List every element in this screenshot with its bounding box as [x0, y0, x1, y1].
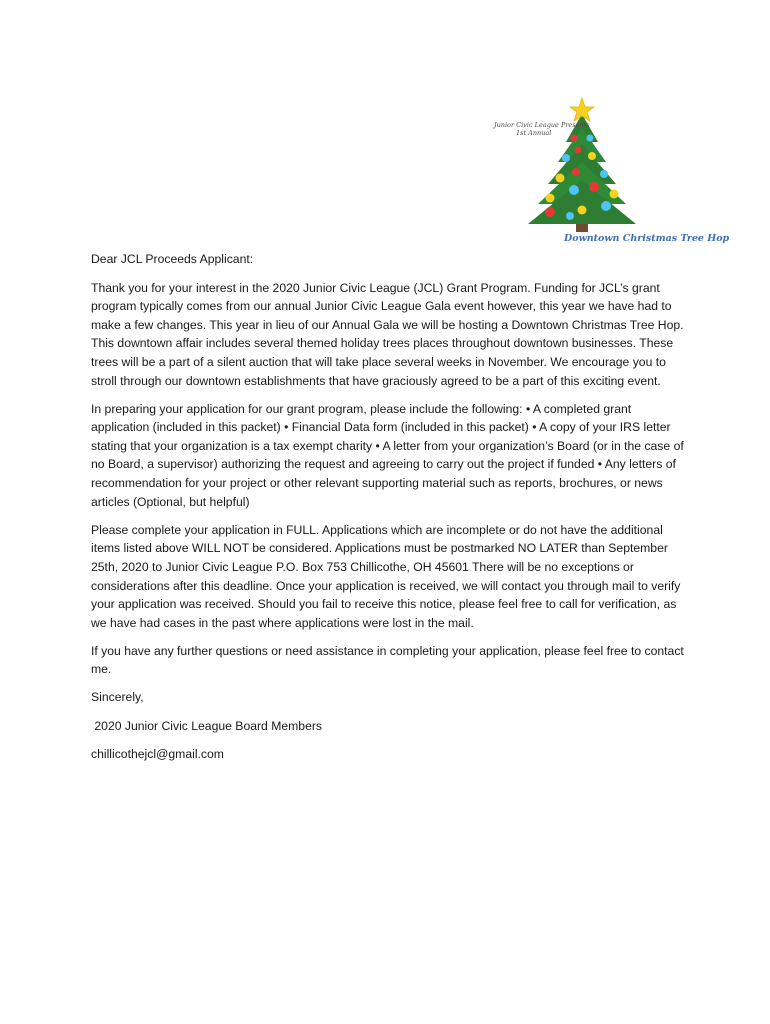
salutation: Dear JCL Proceeds Applicant:	[91, 252, 254, 266]
signature: 2020 Junior Civic League Board Members	[91, 718, 323, 733]
letter-body	[91, 250, 687, 773]
logo-caption: Downtown Christmas Tree Hop	[564, 233, 730, 244]
paragraph-intro: Thank you for your interest in the 2020 Junior Civic League (JCL) Grant Program. Funding for JCL’s grant program typically comes from our annual Junior Civic League Gala event however, this year we have had to make a few changes. This year in lieu of our Annual Gala we will be hosting a Downtown Christmas Tree Hop. This downtown affair includes several themed holiday trees places throughout downtown businesses. These trees will be a part of a silent auction that will take place several weeks in November. We encourage you to stroll through our downtown establishments that have graciously agreed to be a part of this exciting event.	[91, 280, 684, 388]
paragraph-contact: If you have any further questions or need assistance in completing your application, please feel free to contact me.	[91, 643, 684, 677]
paragraph-requirements: In preparing your application for our grant program, please include the following: • A completed grant application (included in this packet) • Financial Data form (included in this packet) • A copy of your IRS letter stating that your organization is a tax exempt charity • A letter from your organization’s Board (or in the case of no Board, a supervisor) authorizing the request and agreeing to carry out the project if funded • Any letters of recommendation for your project or other relevant supporting material such as reports, brochures, or news articles (Optional, but helpful)	[91, 401, 684, 509]
paragraph-deadline: Please complete your application in FULL. Applications which are incomplete or do not have the additional items listed above WILL NOT be considered. Applications must be postmarked NO LATER than September 25th, 2020 to Junior Civic League P.O. Box 753 Chillicothe, OH 45601 There will be no exceptions or considerations after this deadline. Once your application is received, we will contact you through mail to verify your application was received. Should you fail to receive this notice, please feel free to call for verification, as we have had cases in the past where applications were lost in the mail.	[91, 522, 681, 630]
tree-hop-logo	[486, 92, 730, 252]
logo-subtitle-line: 1st Annual	[516, 129, 552, 137]
email-address[interactable]: chillicothejcl@gmail.com	[91, 746, 224, 761]
logo-title-line: Junior Civic League Presents	[494, 121, 590, 129]
christmas-tree-icon	[486, 92, 700, 252]
closing: Sincerely,	[91, 690, 144, 705]
